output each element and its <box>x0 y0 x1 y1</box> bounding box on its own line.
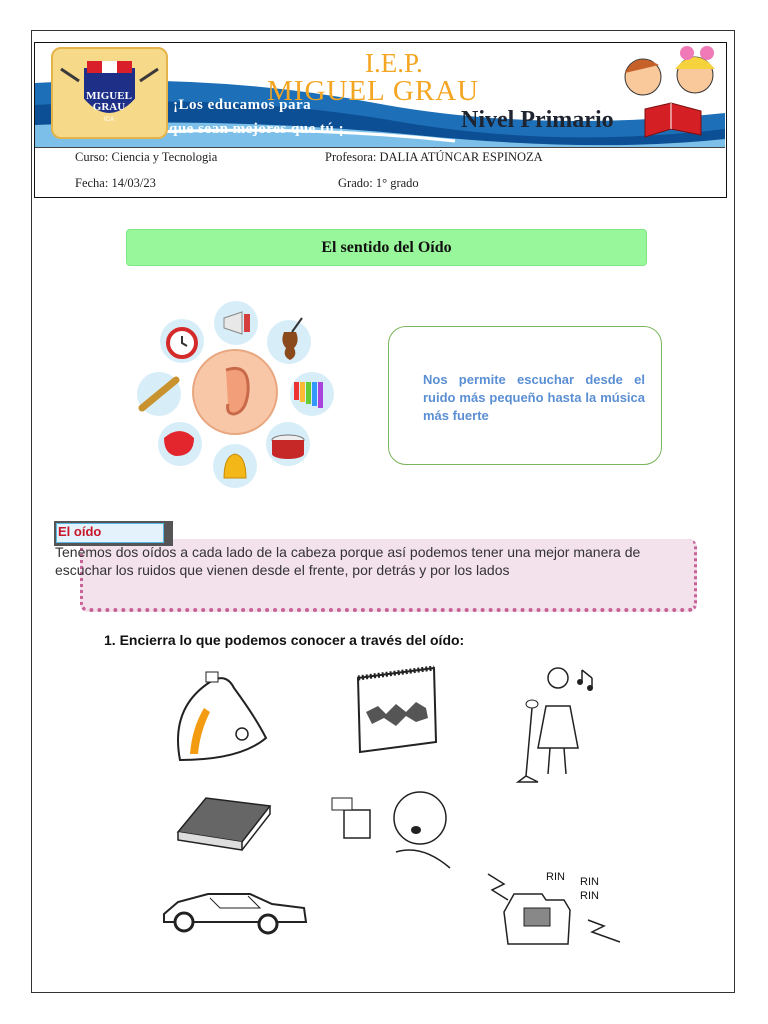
date-label: Fecha: 14/03/23 <box>75 176 156 190</box>
level-title: Nivel Primario <box>461 107 614 133</box>
section-text: Tenemos dos oídos a cada lado de la cabeza porque así podemos tener una mejor manera de escuchar los ruidos que vienen desde el frente, por detrás y por los lados <box>55 544 641 578</box>
section-label: El oído <box>56 523 164 543</box>
description-text: Nos permite escuchar desde el ruido más pequeño hasta la música más fuerte <box>423 372 645 423</box>
phone-sound-1: RIN <box>546 871 565 883</box>
boy-radio-drawing <box>326 788 456 870</box>
school-logo <box>51 47 168 139</box>
hearing-sounds-illustration <box>134 296 344 496</box>
children-reading-illustration <box>615 45 725 145</box>
slogan-line-1: ¡Los educamos para <box>173 97 312 113</box>
logo-text-bottom: GRAU <box>92 101 126 113</box>
book-drawing <box>174 792 274 852</box>
school-label: I.E.P. <box>365 48 423 78</box>
teacher-label: Profesora: DALIA ATÚNCAR ESPINOZA <box>325 150 543 164</box>
course-label: Curso: Ciencia y Tecnologia <box>75 150 218 164</box>
logo-text-small: ICA <box>103 117 115 123</box>
slogan-line-2: que sean mejores que tú ¡ <box>169 121 345 137</box>
description-box <box>388 326 662 465</box>
header-divider <box>35 147 725 148</box>
question-1: 1. Encierra lo que podemos conocer a través del oído: <box>104 632 465 648</box>
school-name: MIGUEL GRAU <box>267 75 480 107</box>
car-drawing <box>160 880 308 936</box>
banner <box>35 43 725 147</box>
bell-drawing <box>170 668 270 768</box>
page-title: El sentido del Oído <box>126 229 647 266</box>
grade-label: Grado: 1° grado <box>338 176 419 190</box>
header <box>34 42 727 198</box>
girl-singing-drawing <box>512 664 607 786</box>
calendar-drawing <box>350 660 442 752</box>
logo-text-top: MIGUEL <box>86 90 132 102</box>
phone-sound-3: RIN <box>580 890 599 902</box>
phone-sound-2: RIN <box>580 876 599 888</box>
